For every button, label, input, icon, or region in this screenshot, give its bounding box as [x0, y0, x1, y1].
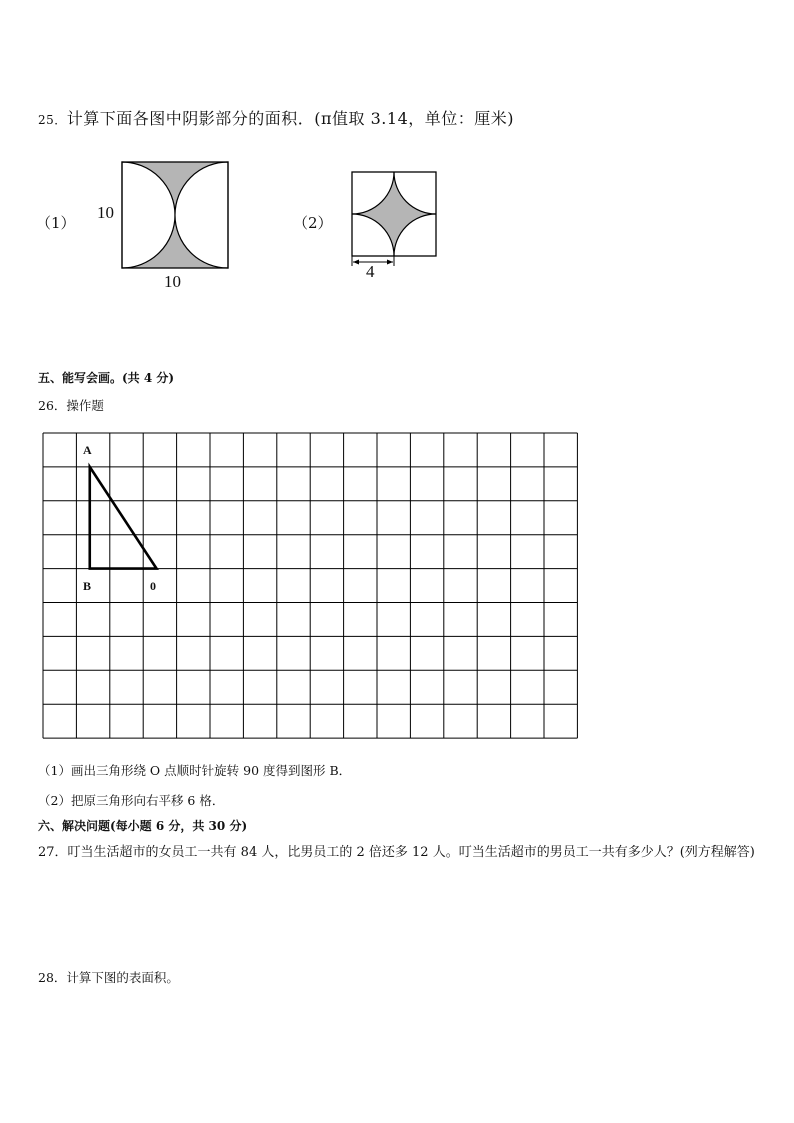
- section-6-heading: 六、解决问题(每小题 6 分，共 30 分): [38, 819, 248, 833]
- figure-1-bottom-length: 10: [164, 272, 181, 291]
- question-26-part-2: （2）把原三角形向右平移 6 格．: [38, 793, 225, 808]
- point-label-o: 0: [150, 579, 156, 593]
- question-27-text: 27．叮当生活超市的女员工一共有 84 人，比男员工的 2 倍还多 12 人。叮当生活超市的男员工一共有多少人？(列方程解答): [38, 845, 755, 860]
- question-28-text: 28．计算下图的表面积。: [38, 970, 179, 985]
- triangle-abo: [90, 467, 157, 569]
- section-5-heading: 五、能写会画。(共 4 分): [38, 371, 175, 385]
- point-label-a: A: [83, 443, 92, 457]
- question-26-title: 26．操作题: [38, 398, 104, 413]
- figure-2-label: （2）: [293, 214, 333, 232]
- figure-2-radius-length: 4: [366, 262, 375, 281]
- point-label-b: B: [83, 579, 92, 593]
- figure-1-side-length: 10: [97, 203, 114, 222]
- question-25-body: 计算下面各图中阴影部分的面积．(π值取 3.14，单位：厘米): [66, 109, 514, 128]
- question-number: 25．: [38, 113, 67, 127]
- question-26-part-1: （1）画出三角形绕 O 点顺时针旋转 90 度得到图形 B．: [38, 763, 352, 778]
- figure-1-label: （1）: [36, 214, 76, 232]
